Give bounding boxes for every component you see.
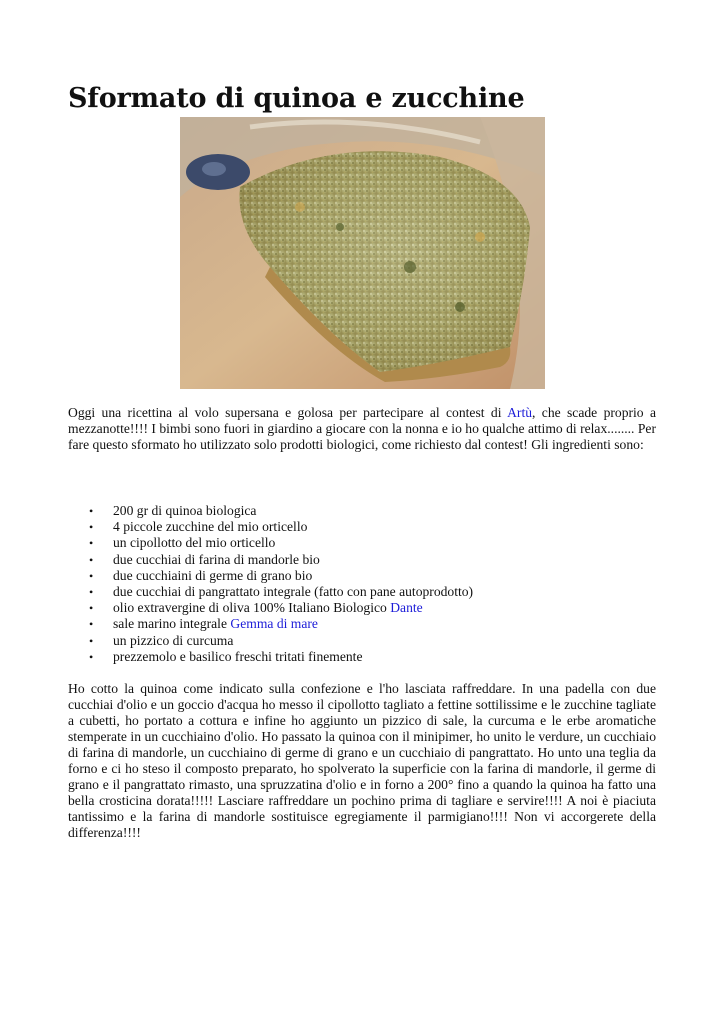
list-item <box>89 600 673 616</box>
bullet-icon: • <box>89 617 94 632</box>
ingredient-text: un cipollotto del mio orticello <box>113 535 276 551</box>
ingredient-text: due cucchiaini di germe di grano bio <box>113 567 313 583</box>
ingredient-text: olio extravergine di oliva 100% Italiano Biologico <box>113 600 391 616</box>
bullet-icon: • <box>89 520 94 535</box>
ingredient-text: due cucchiai di farina di mandorle bio <box>113 551 320 567</box>
bullet-icon: • <box>89 568 94 583</box>
method-paragraph: Ho cotto la quinoa come indicato sulla confezione e l'ho lasciata raffreddare. In una padella con due cucchiai d'olio e un goccio d'acqua ho messo il cipollotto tagliato a fettine sottilissime e le zucchine tagliate a cubetti, ho portato a cottura e infine ho aggiunto un pizzico di sale, la curcuma e le erbe aromatiche stemperate in un cucchiaino d'olio. Ho passato la quinoa con il minipimer, ho unito le verdure, un cucchiaio di farina di mandorle, un cucchiaino di germe di grano e un cucchiaio di pangrattato. Ho unto una teglia da forno e ci ho steso il composto preparato, ho spolverato la superficie con la farina di mandorle, il germe di grano e il pangrattato rimasto, una spruzzatina d'olio e in forno a 200° fino a quando la quinoa ha fatto una bella crosticina dorata!!!!! Lasciare raffreddare un pochino prima di tagliare e servire!!!! A noi è piaciuta tantissimo e la farina di mandorle sostituisce egregiamente il parmigiano!!!! Non vi accorgerete della differenza!!!! <box>68 681 656 840</box>
list-item <box>89 519 673 535</box>
ingredient-text: 200 gr di quinoa biologica <box>113 503 257 518</box>
intro-text-end: , che scade proprio a mezzanotte!!!! I bimbi sono fuori in giardino a giocare con la nonna e io ho qualche attimo di relax........ Per fare questo sformato ho utilizzato solo prodotti biologici, come richiesto dal contest! Gli ingredienti sono: <box>68 405 656 452</box>
intro-paragraph <box>68 405 656 453</box>
list-item <box>89 616 673 632</box>
list-item <box>89 632 673 649</box>
page-title: Sformato di quinoa e zucchine <box>68 83 525 114</box>
bullet-icon: • <box>89 601 94 616</box>
bullet-icon: • <box>89 633 94 648</box>
list-item <box>89 551 673 568</box>
ingredient-text: sale marino integrale <box>113 616 231 632</box>
ingredient-text: 4 piccole zucchine del mio orticello <box>113 519 308 535</box>
bullet-icon: • <box>89 552 94 567</box>
ingredient-text: due cucchiai di pangrattato integrale (fatto con pane autoprodotto) <box>113 583 474 599</box>
sformato-image <box>180 117 545 389</box>
list-item <box>89 503 673 519</box>
list-item <box>89 583 673 600</box>
ingredients-list <box>68 503 673 665</box>
intro-text-start: Oggi una ricettina al volo supersana e golosa per partecipare al contest di <box>68 405 508 420</box>
bullet-icon: • <box>89 504 94 518</box>
list-item <box>89 567 673 584</box>
list-item <box>89 535 673 551</box>
bullet-icon: • <box>89 536 94 551</box>
ingredient-text: prezzemolo e basilico freschi tritati finemente <box>113 648 363 664</box>
ingredient-text: un pizzico di curcuma <box>113 632 234 648</box>
dante-link[interactable]: Dante <box>390 600 423 616</box>
bullet-icon: • <box>89 584 94 599</box>
list-item <box>89 648 673 665</box>
gemma-di-mare-link[interactable]: Gemma di mare <box>230 616 318 632</box>
recipe-photo <box>180 117 545 389</box>
artu-link[interactable]: Artù <box>507 405 533 420</box>
bullet-icon: • <box>89 649 94 664</box>
